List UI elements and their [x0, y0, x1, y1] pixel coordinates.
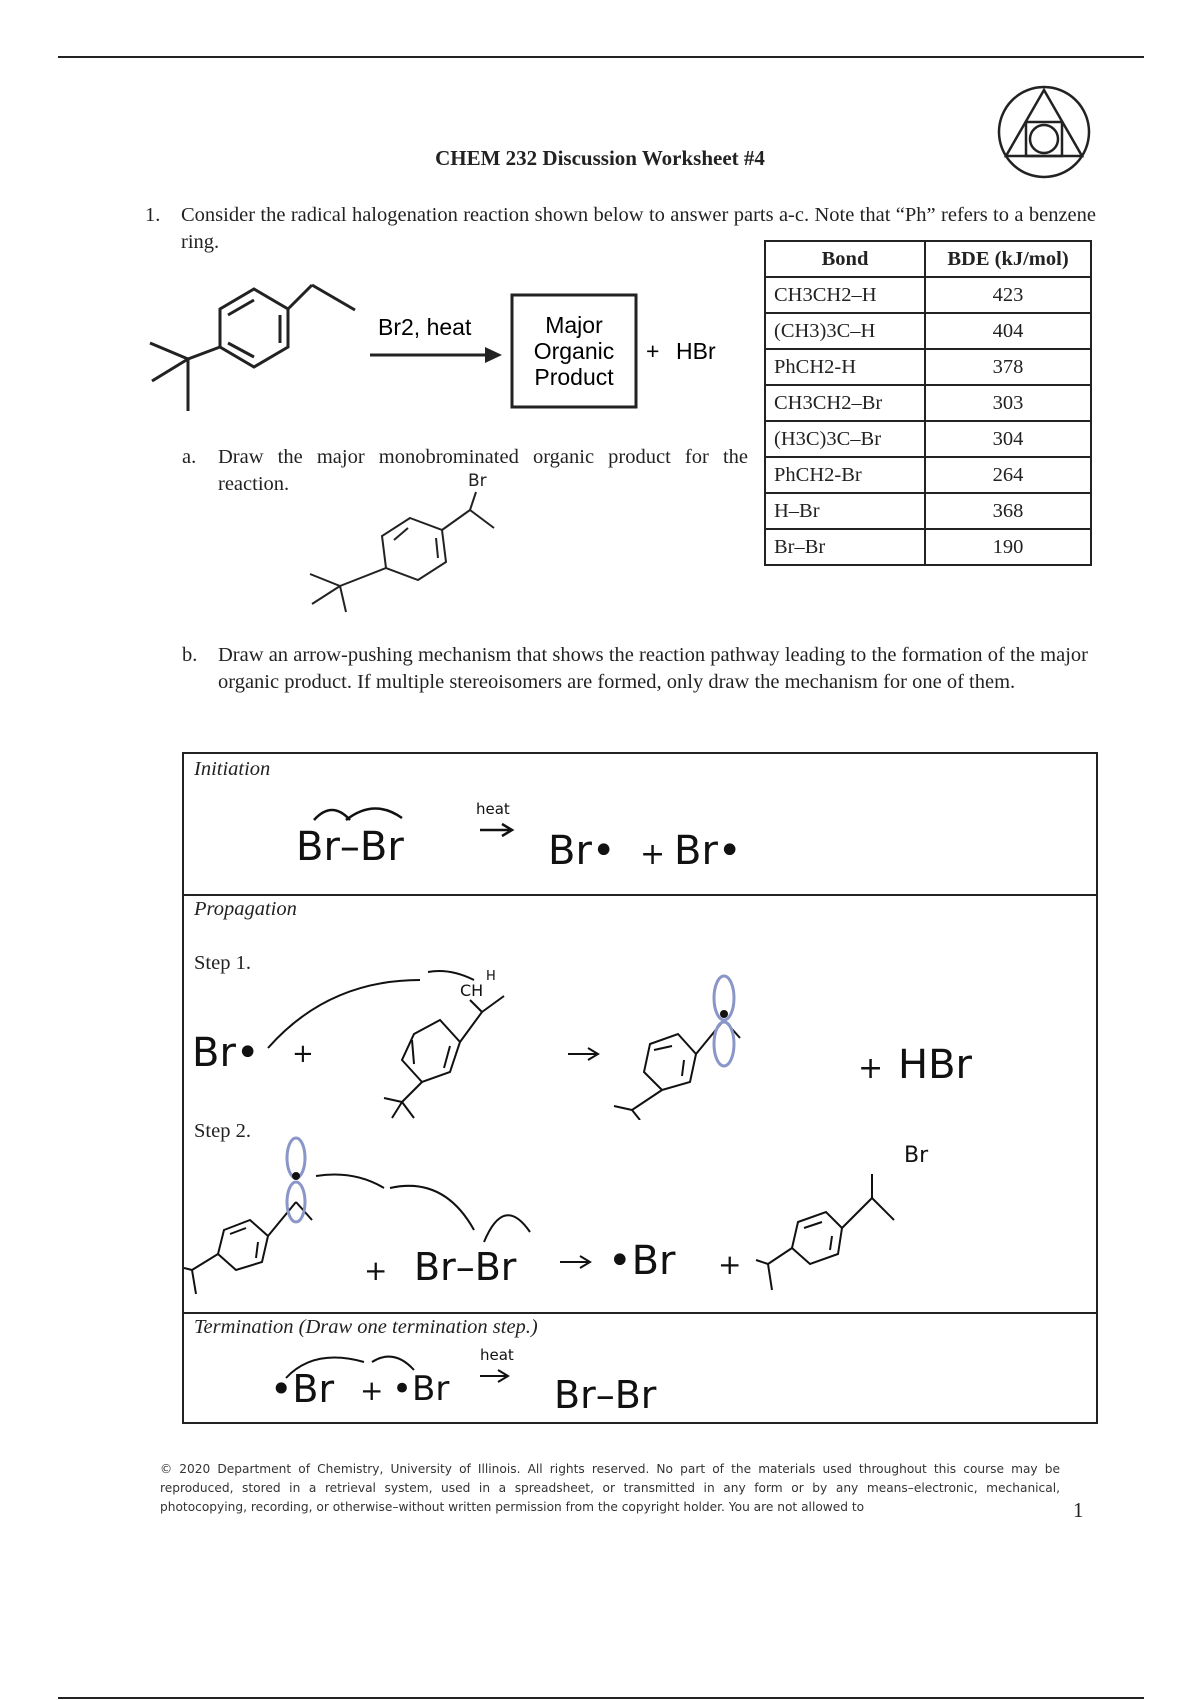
initiation-product-b: Br•: [674, 828, 742, 874]
bde-cell: 304: [925, 421, 1091, 457]
step-1-h-label: H: [486, 969, 496, 984]
page-number: 1: [1073, 1498, 1084, 1522]
termination-arrow-label: heat: [480, 1346, 514, 1364]
fishhook-arrow: [268, 980, 420, 1048]
fishhook-arrow: [346, 808, 402, 820]
step-2-plus-2: +: [718, 1248, 742, 1281]
fishhook-arrow: [390, 1186, 474, 1230]
bde-cell: 423: [925, 277, 1091, 313]
byproduct-label: HBr: [676, 338, 716, 364]
termination-radical-a: •Br: [270, 1367, 335, 1411]
fishhook-arrow: [316, 1175, 384, 1189]
bond-cell: Br–Br: [765, 529, 925, 565]
bde-cell: 190: [925, 529, 1091, 565]
termination-drawing: [264, 1338, 764, 1422]
step-1-ch-label: CH: [460, 981, 484, 1000]
termination-plus: +: [360, 1374, 384, 1407]
table-row: [765, 313, 1091, 349]
step-1-bromine-radical: Br•: [192, 1030, 260, 1076]
fishhook-arrow: [372, 1357, 414, 1370]
part-b-text: Draw an arrow-pushing mechanism that shows the reaction pathway leading to the formation of the major organic product. If multiple stereoisomers are formed, only draw the mechanism for one of them.: [218, 644, 1088, 693]
table-row: [765, 349, 1091, 385]
step-1-drawing: [188, 950, 1088, 1120]
bond-cell: PhCH2-Br: [765, 457, 925, 493]
table-row: [765, 277, 1091, 313]
table-row: [765, 385, 1091, 421]
step-1-product-ring: [644, 1034, 696, 1090]
radical-dot: [292, 1172, 300, 1180]
product-box-line-3: Product: [534, 364, 614, 390]
bottom-rule: [58, 1697, 1144, 1699]
initiation-reactant: Br–Br: [296, 824, 404, 870]
bde-header-row: [765, 241, 1091, 277]
top-rule: [58, 56, 1144, 58]
answer-br-label: Br: [468, 471, 487, 491]
bde-cell: 303: [925, 385, 1091, 421]
bde-cell: 368: [925, 493, 1091, 529]
part-b-label: b.: [182, 644, 198, 666]
step-2-reactant-ring: [218, 1220, 268, 1270]
reagent-label: Br2, heat: [378, 314, 472, 340]
reaction-plus: +: [646, 338, 660, 364]
page-title: CHEM 232 Discussion Worksheet #4: [435, 146, 765, 170]
step-1-plus: +: [292, 1039, 314, 1069]
initiation-label: Initiation: [194, 758, 271, 780]
initiation-drawing: [284, 790, 844, 886]
table-row: [765, 529, 1091, 565]
step-1-plus-2: +: [858, 1051, 884, 1086]
p-orbital: [714, 976, 734, 1066]
radical-dot: [720, 1010, 728, 1018]
step-2-product-br: Br: [904, 1143, 929, 1168]
bde-cell: 404: [925, 313, 1091, 349]
fishhook-arrow: [428, 971, 474, 980]
bond-cell: (H3C)3C–Br: [765, 421, 925, 457]
step-2-plus: +: [364, 1254, 388, 1287]
initiation-product-a: Br•: [548, 828, 616, 874]
bde-header-value: BDE (kJ/mol): [925, 241, 1091, 277]
bond-cell: CH3CH2–Br: [765, 385, 925, 421]
step-2-product-ring: [792, 1212, 842, 1264]
bde-cell: 378: [925, 349, 1091, 385]
mechanism-box: [182, 752, 1098, 1424]
bde-table: [764, 240, 1092, 566]
termination-radical-b: •Br: [392, 1369, 450, 1409]
table-row: [765, 493, 1091, 529]
part-a-answer-structure: [300, 470, 530, 620]
step-2-drawing: [184, 1124, 1084, 1310]
step-1-hbr: HBr: [898, 1042, 972, 1088]
table-row: [765, 421, 1091, 457]
fishhook-arrow: [314, 810, 350, 820]
step-2-label: Step 2.: [194, 1120, 251, 1142]
step-2-br-br: Br–Br: [414, 1245, 517, 1289]
termination-label: Termination (Draw one termination step.): [194, 1316, 538, 1338]
propagation-label: Propagation: [194, 898, 297, 920]
initiation-plus: +: [640, 837, 666, 872]
bond-cell: (CH3)3C–H: [765, 313, 925, 349]
part-a-text: Draw the major monobrominated organic product for the reaction.: [218, 446, 748, 495]
bde-cell: 264: [925, 457, 1091, 493]
question-number: 1.: [145, 204, 161, 226]
question-text: Consider the radical halogenation reaction shown below to answer parts a-c. Note that “Ph” refers to a benzene ring.: [181, 204, 1096, 253]
product-box-line-2: Organic: [533, 338, 615, 364]
bde-header-bond: Bond: [765, 241, 925, 277]
reaction-scheme: [140, 255, 760, 425]
initiation-arrow-label: heat: [476, 800, 510, 818]
product-box-line-1: Major: [545, 312, 603, 338]
bond-cell: H–Br: [765, 493, 925, 529]
section-divider: [184, 894, 1096, 896]
step-2-bromine-radical: •Br: [608, 1238, 676, 1284]
starting-material-structure: [150, 285, 355, 411]
table-row: [765, 457, 1091, 493]
bond-cell: PhCH2-H: [765, 349, 925, 385]
step-1-label: Step 1.: [194, 952, 251, 974]
section-divider: [184, 1312, 1096, 1314]
termination-product: Br–Br: [554, 1373, 657, 1417]
reaction-arrowhead: [485, 347, 502, 363]
fishhook-arrow: [484, 1215, 530, 1242]
step-1-reactant-ring: [402, 1020, 460, 1082]
bond-cell: CH3CH2–H: [765, 277, 925, 313]
copyright-notice: © 2020 Department of Chemistry, University of Illinois. All rights reserved. No part of the materials used throughout this course may be reproduced, stored in a retrieval system, used in a spreadsheet, or transmitted in any form or by any means–electronic, mechanical, photocopying, recording, or otherwise–without written permission from the copyright holder. You are not allowed to: [160, 1462, 1060, 1514]
part-a-label: a.: [182, 446, 197, 468]
